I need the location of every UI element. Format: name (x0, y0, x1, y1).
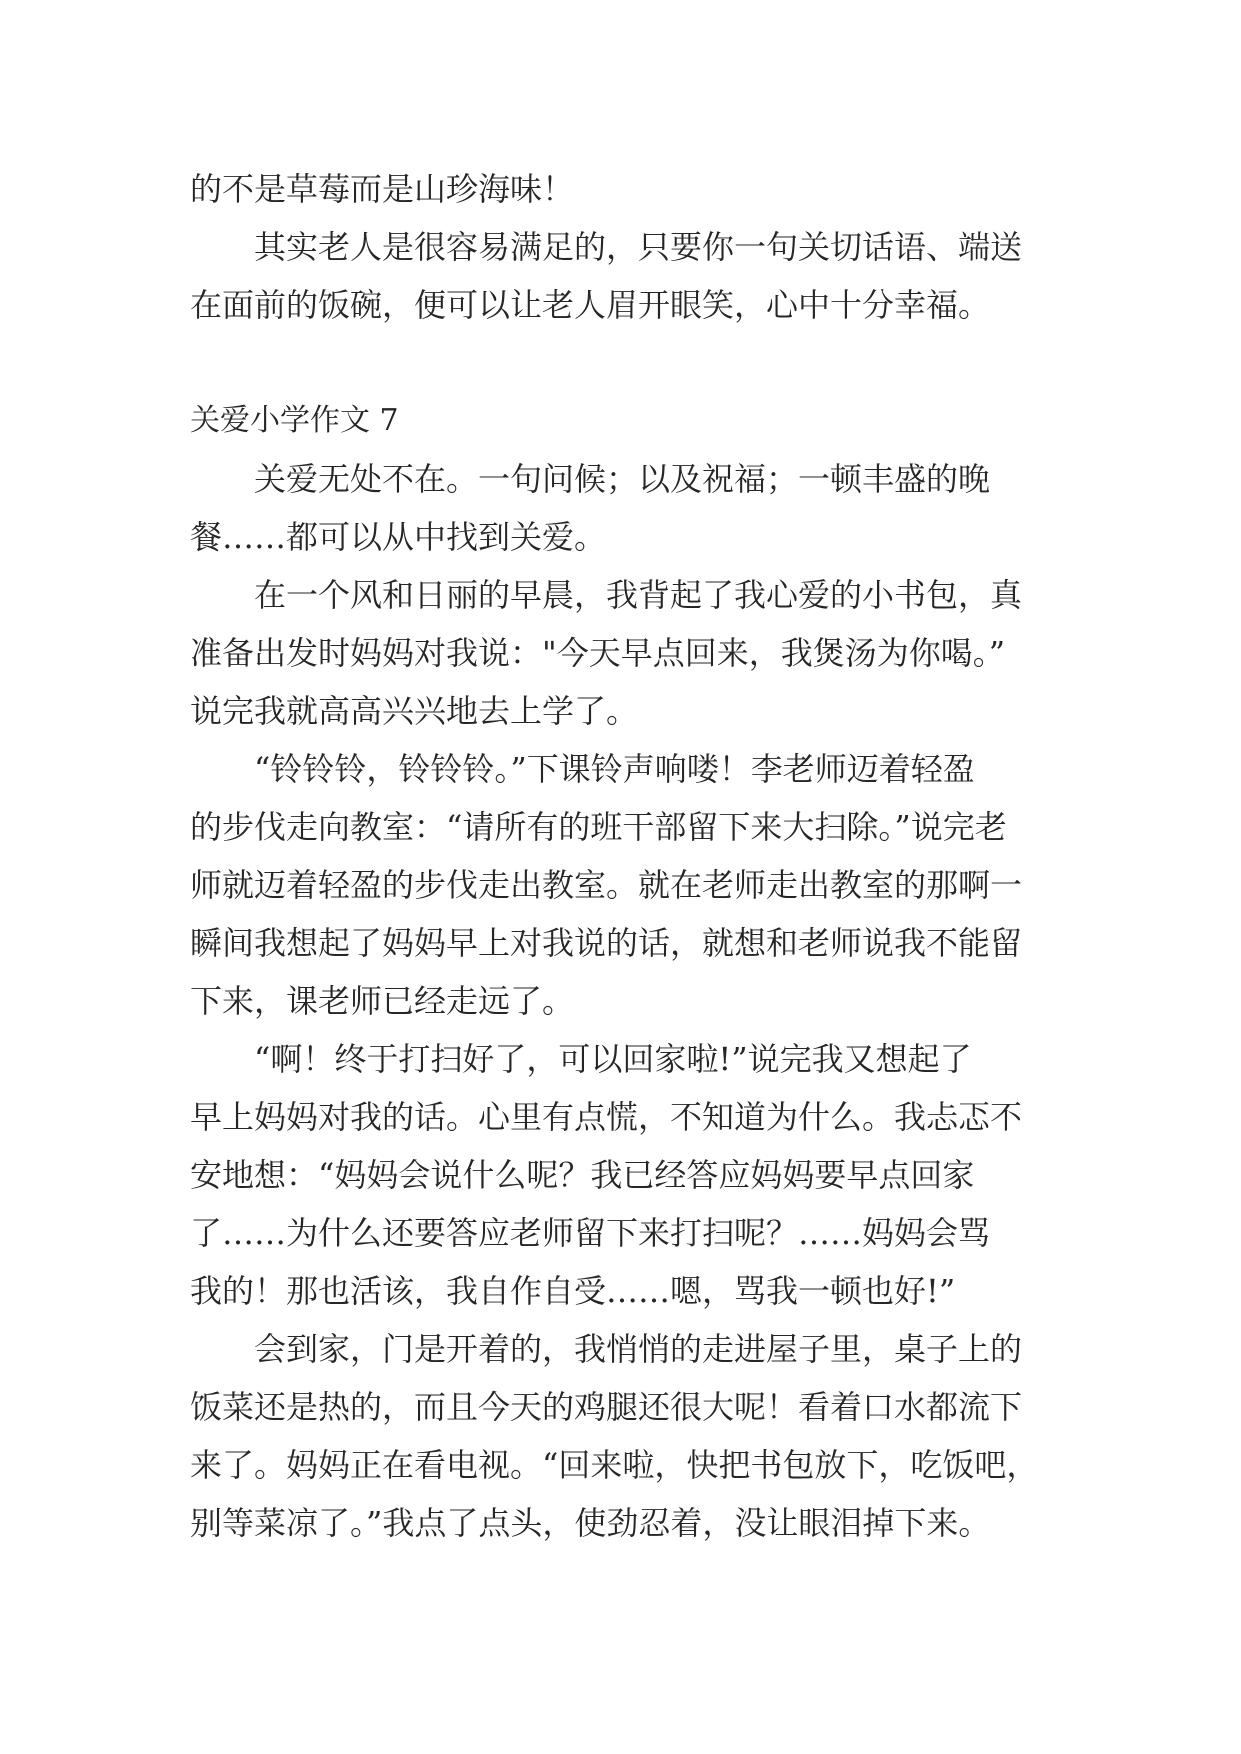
paragraph-home (190, 1320, 1050, 1552)
text-line: 下来，课老师已经走远了。 (190, 982, 575, 1020)
text-line: “啊！终于打扫好了，可以回家啦!”说完我又想起了 (254, 1040, 972, 1078)
text-line: 餐……都可以从中找到关爱。 (190, 518, 607, 556)
paragraph-care-everywhere (190, 450, 1050, 566)
text-line: 了……为什么还要答应老师留下来打扫呢？……妈妈会骂 (190, 1214, 991, 1252)
text-line: 的步伐走向教室：“请所有的班干部留下来大扫除。”说完老 (190, 808, 1007, 846)
document-body (190, 160, 1050, 1552)
paragraph-spacer (190, 334, 1050, 392)
text-line: 我的！那也活该，我自作自受……嗯，骂我一顿也好!” (190, 1272, 956, 1310)
text-line: 说完我就高高兴兴地去上学了。 (190, 692, 639, 730)
text-line: 瞬间我想起了妈妈早上对我说的话，就想和老师说我不能留 (190, 924, 1023, 962)
text-line: 早上妈妈对我的话。心里有点慌，不知道为什么。我忐忑不 (190, 1098, 1023, 1136)
paragraph-elderly-satisfaction (190, 218, 1050, 334)
text-line: “铃铃铃，铃铃铃。”下课铃声响喽！李老师迈着轻盈 (254, 750, 975, 788)
text-line: 其实老人是很容易满足的，只要你一句关切话语、端送 (254, 228, 1023, 266)
text-line: 安地想：“妈妈会说什么呢？我已经答应妈妈要早点回家 (190, 1156, 975, 1194)
text-line: 关爱无处不在。一句问候；以及祝福；一顿丰盛的晚 (254, 460, 991, 498)
text-line: 会到家，门是开着的，我悄悄的走进屋子里，桌子上的 (254, 1330, 1023, 1368)
paragraph-school-bell (190, 740, 1050, 1030)
text-line: 的不是草莓而是山珍海味！ (190, 170, 575, 208)
text-line: 饭菜还是热的，而且今天的鸡腿还很大呢！看着口水都流下 (190, 1388, 1023, 1426)
text-line: 在一个风和日丽的早晨，我背起了我心爱的小书包，真 (254, 576, 1023, 614)
text-line: 在面前的饭碗，便可以让老人眉开眼笑，心中十分幸福。 (190, 286, 991, 324)
text-line: 来了。妈妈正在看电视。“回来啦，快把书包放下，吃饭吧， (190, 1446, 1039, 1484)
section-title: 关爱小学作文 7 (190, 403, 399, 438)
paragraph-after-cleaning (190, 1030, 1050, 1320)
paragraph-morning (190, 566, 1050, 740)
paragraph-continuation (190, 160, 1050, 218)
text-line: 别等菜凉了。”我点了点头，使劲忍着，没让眼泪掉下来。 (190, 1504, 991, 1542)
text-line: 准备出发时妈妈对我说："今天早点回来，我煲汤为你喝。” (190, 634, 1006, 672)
text-line: 师就迈着轻盈的步伐走出教室。就在老师走出教室的那啊一 (190, 866, 1023, 904)
